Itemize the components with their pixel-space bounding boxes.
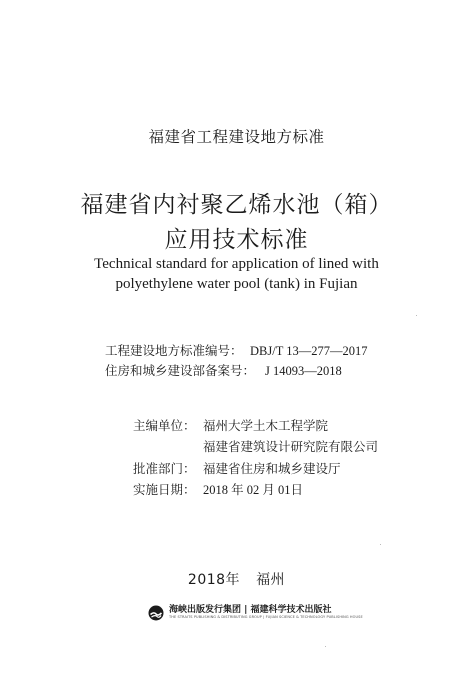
publication-year: 2018年 <box>187 572 241 588</box>
standard-number-row <box>105 341 368 359</box>
record-number-row <box>105 361 342 379</box>
approver-row <box>133 459 341 477</box>
publisher-name: 海峡出版发行集团 | 福建科学技术出版社 <box>169 605 332 616</box>
paper-speck <box>325 646 326 647</box>
publisher-logo-icon <box>148 605 164 621</box>
standard-number-label: 工程建设地方标准编号： <box>105 343 243 358</box>
publication-city: 福州 <box>256 572 286 588</box>
publisher-subtitle: THE STRAITS PUBLISHING & DISTRIBUTING GROUP | FUJIAN SCIENCE & TECHNOLOGY PUBLISHING HOUSE <box>169 615 363 620</box>
editor-label: 主编单位： <box>133 418 196 433</box>
approver-label: 批准部门： <box>133 461 196 476</box>
editor-value-2: 福建省建筑设计研究院有限公司 <box>203 439 379 454</box>
paper-speck <box>416 315 417 316</box>
editor-value-1: 福州大学土木工程学院 <box>203 418 329 433</box>
publisher-mark <box>148 605 363 621</box>
record-number-value: J 14093—2018 <box>265 364 342 378</box>
effective-date-label: 实施日期： <box>133 482 196 497</box>
record-number-label: 住房和城乡建设部备案号： <box>105 363 256 378</box>
paper-speck <box>380 544 381 545</box>
main-title-line-1: 福建省内衬聚乙烯水池（箱） <box>80 192 393 218</box>
standard-number-value: DBJ/T 13—277—2017 <box>250 344 368 358</box>
publication-place <box>0 569 473 589</box>
english-title-line-2: polyethylene water pool (tank) in Fujian <box>115 276 358 292</box>
editor-row <box>133 416 328 434</box>
effective-date-row <box>133 480 303 498</box>
effective-date-value: 2018 年 02 月 01日 <box>203 483 304 497</box>
main-title-line-2: 应用技术标准 <box>164 227 309 253</box>
english-title-line-1: Technical standard for application of lined with <box>94 256 379 272</box>
series-title: 福建省工程建设地方标准 <box>148 128 325 146</box>
approver-value: 福建省住房和城乡建设厅 <box>203 461 341 476</box>
